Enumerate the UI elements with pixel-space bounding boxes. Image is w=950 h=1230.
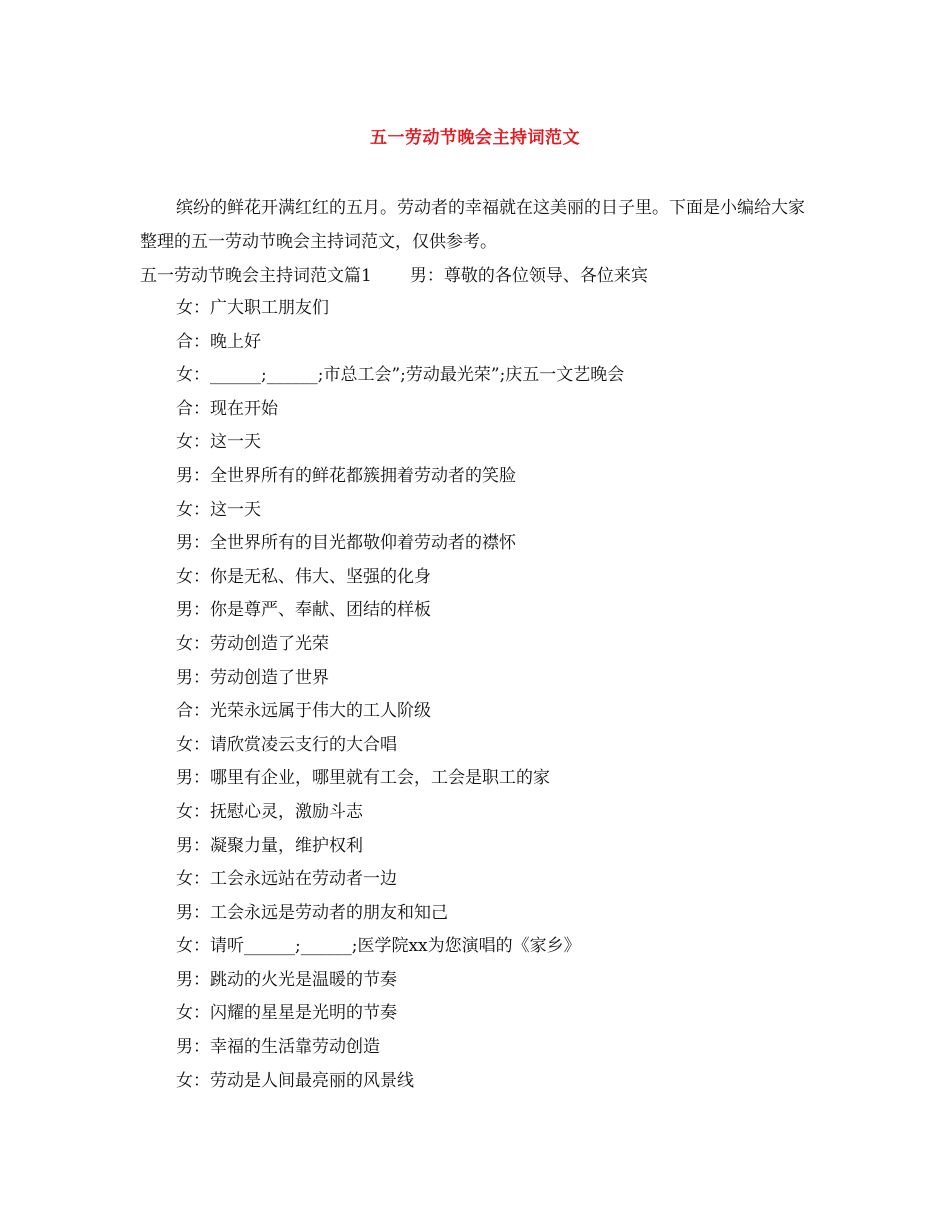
script-line: 男：凝聚力量，维护权利 [176,835,363,856]
script-line: 女：闪耀的星星是光明的节奏 [176,1003,397,1024]
script-lines [176,294,826,1100]
script-line: 女：这一天 [176,432,261,453]
script-line: 男：幸福的生活靠劳动创造 [176,1037,380,1058]
page-title: 五一劳动节晚会主持词范文 [370,128,580,148]
section-heading-line [140,262,820,290]
section-first-line: 男：尊敬的各位领导、各位来宾 [409,266,648,286]
script-line: 女：抚慰心灵，激励斗志 [176,801,363,822]
intro-paragraph [140,191,820,259]
script-line: 女：这一天 [176,499,261,520]
script-line: 男：哪里有企业，哪里就有工会，工会是职工的家 [176,768,550,789]
script-line: 女：请欣赏凌云支行的大合唱 [176,734,397,755]
script-line: 女：工会永远站在劳动者一边 [176,869,397,890]
script-line: 男：你是尊严、奉献、团结的样板 [176,600,431,621]
script-line: 女：劳动是人间最亮丽的风景线 [176,1070,414,1091]
script-line: 女：______;______;市总工会”;劳动最光荣”;庆五一文艺晚会 [176,365,625,386]
script-line: 男：劳动创造了世界 [176,667,329,688]
script-line: 合：现在开始 [176,398,278,419]
script-line: 合：晚上好 [176,331,261,352]
script-line: 男：跳动的火光是温暖的节奏 [176,969,397,990]
script-line: 女：请听______;______;医学院xx为您演唱的《家乡》 [176,936,581,957]
script-line: 男：工会永远是劳动者的朋友和知己 [176,902,448,923]
script-line: 女：你是无私、伟大、坚强的化身 [176,566,431,587]
script-line: 女：劳动创造了光荣 [176,633,329,654]
section-heading: 五一劳动节晚会主持词范文篇1 [140,266,372,286]
script-line: 男：全世界所有的鲜花都簇拥着劳动者的笑脸 [176,465,516,486]
script-line: 男：全世界所有的目光都敬仰着劳动者的襟怀 [176,533,516,554]
script-line: 女：广大职工朋友们 [176,298,329,318]
intro-text: 缤纷的鲜花开满红红的五月。劳动者的幸福就在这美丽的日子里。下面是小编给大家整理的五一劳动节晚会主持词范文，仅供参考。 [140,198,805,252]
script-line: 合：光荣永远属于伟大的工人阶级 [176,701,431,722]
